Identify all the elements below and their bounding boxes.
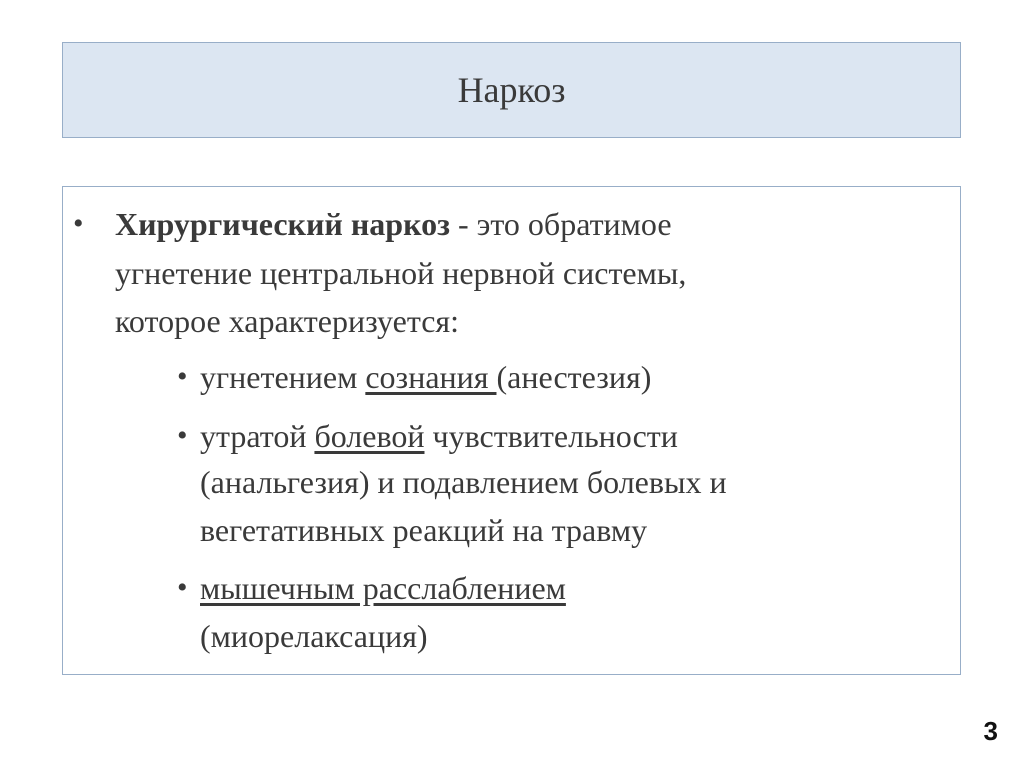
sub-item-1-suffix: (анестезия) [496,359,652,395]
main-definition-line-1 [115,204,672,244]
main-definition-line-2: угнетение центральной нервной системы, [115,255,687,291]
content-box [62,186,961,675]
slide-title: Наркоз [457,70,566,110]
sub-item-1 [200,357,651,397]
sub-item-3-underlined: мышечным расслаблением [200,570,566,606]
term-surgical-anesthesia: Хирургический наркоз [115,206,450,242]
page-number: 3 [983,716,998,746]
sub-item-3-line-2: (миорелаксация) [200,618,428,654]
sub-item-3-line-1 [200,568,566,608]
definition-text-1: - это обратимое [449,206,672,242]
sub-item-2-underlined: болевой [314,418,425,454]
bullet-dot-sub-1: • [177,360,188,393]
sub-item-1-underlined: сознания [365,359,497,395]
sub-item-2-line-1 [200,416,678,456]
sub-item-2-suffix: чувствительности [424,418,678,454]
bullet-dot-sub-3: • [177,571,188,604]
bullet-dot-sub-2: • [177,419,188,452]
bullet-dot-main: • [73,207,84,240]
sub-item-2-line-2: (анальгезия) и подавлением болевых и [200,464,727,500]
main-definition-line-3: которое характеризуется: [115,303,460,339]
sub-item-2-line-3: вегетативных реакций на травму [200,512,648,548]
sub-item-1-prefix: угнетением [200,359,366,395]
sub-item-2-prefix: утратой [200,418,315,454]
slide-title-box [62,42,961,138]
